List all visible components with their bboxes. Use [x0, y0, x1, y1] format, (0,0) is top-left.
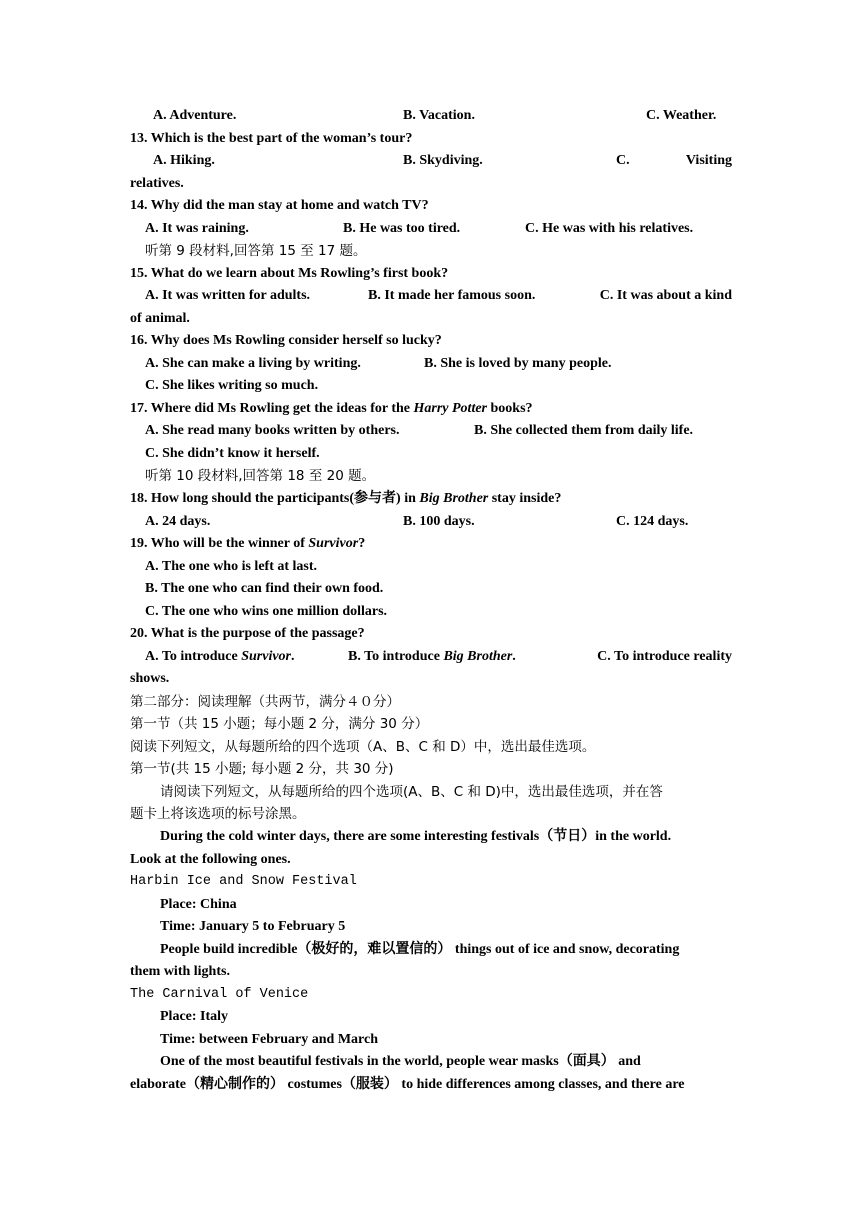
q17-question-post: books? — [487, 401, 533, 416]
q20-option-b — [348, 646, 516, 668]
q20-option-a-post: . — [291, 649, 295, 664]
part2-instructions-2: 请阅读下列短文，从每题所给的四个选项(A、B、C 和 D)中，选出最佳选项，并在答 — [160, 784, 663, 800]
q20-options — [130, 646, 732, 668]
section-10-instruction: 听第 10 段材料,回答第 18 至 20 题。 — [145, 468, 376, 484]
q20-option-c: C. To introduce reality — [597, 649, 732, 664]
q13-option-a: A. Hiking. — [153, 153, 215, 168]
q20-question: 20. What is the purpose of the passage? — [130, 626, 365, 641]
q16-options — [130, 353, 732, 375]
q19-option-a: A. The one who is left at last. — [145, 559, 318, 574]
q19-question — [130, 533, 732, 555]
q17-option-c: C. She didn’t know it herself. — [145, 446, 320, 461]
q15-option-a: A. It was written for adults. — [145, 288, 311, 303]
q13-option-b: B. Skydiving. — [403, 153, 483, 168]
q15-option-c-continued: of animal. — [130, 311, 190, 326]
q16-option-a: A. She can make a living by writing. — [145, 356, 361, 371]
festival-1-place: Place: China — [160, 897, 237, 912]
q19-question-title: Survivor — [308, 536, 359, 551]
festival-2-place: Place: Italy — [160, 1009, 229, 1024]
q14-question: 14. Why did the man stay at home and watch TV? — [130, 198, 429, 213]
passage-intro: During the cold winter days, there are some interesting festivals（节日）in the world. — [160, 829, 672, 844]
part2-instructions-2-cont: 题卡上将该选项的标号涂黑。 — [130, 806, 306, 822]
q14-option-c: C. He was with his relatives. — [525, 221, 694, 236]
festival-1-description: People build incredible（极好的，难以置信的） things out of ice and snow, decorating — [160, 942, 680, 957]
festival-1-time: Time: January 5 to February 5 — [160, 919, 346, 934]
q13-option-c-text: Visiting — [685, 153, 732, 168]
q12-option-a: A. Adventure. — [153, 108, 237, 123]
q20-option-a-title: Survivor — [241, 649, 292, 664]
part2-section1-repeat: 第一节(共 15 小题; 每小题 2 分，共 30 分) — [130, 761, 394, 777]
q17-option-b: B. She collected them from daily life. — [474, 423, 694, 438]
q15-options — [130, 285, 732, 307]
q19-question-pre: 19. Who will be the winner of — [130, 536, 309, 551]
part2-instructions: 阅读下列短文，从每题所给的四个选项（A、B、C 和 D）中，选出最佳选项。 — [130, 739, 596, 755]
q12-options — [130, 105, 732, 127]
q14-option-a: A. It was raining. — [145, 221, 249, 236]
q20-option-a-pre: A. To introduce — [145, 649, 242, 664]
festival-1-description-cont: them with lights. — [130, 964, 230, 979]
q20-option-c-continued: shows. — [130, 671, 170, 686]
part2-heading: 第二部分：阅读理解（共两节，满分４０分） — [130, 694, 400, 710]
q19-option-b: B. The one who can find their own food. — [145, 581, 384, 596]
festival-1-title: Harbin Ice and Snow Festival — [130, 874, 357, 889]
festival-2-title: The Carnival of Venice — [130, 987, 309, 1002]
q14-options — [130, 218, 732, 240]
q20-option-b-post: . — [512, 649, 516, 664]
q12-option-b: B. Vacation. — [403, 108, 475, 123]
festival-2-description-cont: elaborate（精心制作的） costumes（服装） to hide differences among classes, and there are — [130, 1077, 685, 1092]
q16-option-c: C. She likes writing so much. — [145, 378, 319, 393]
q17-options — [130, 420, 732, 442]
festival-2-time: Time: between February and March — [160, 1032, 379, 1047]
q14-option-b: B. He was too tired. — [343, 221, 461, 236]
q18-question — [130, 488, 732, 510]
festival-2-description: One of the most beautiful festivals in the world, people wear masks（面具） and — [160, 1054, 641, 1069]
q15-option-c: C. It was about a kind — [599, 288, 732, 303]
q17-question-title: Harry Potter — [413, 401, 487, 416]
q15-option-b: B. It made her famous soon. — [368, 288, 536, 303]
q16-option-b: B. She is loved by many people. — [424, 356, 612, 371]
q20-option-b-title: Big Brother — [443, 649, 513, 664]
q15-question: 15. What do we learn about Ms Rowling’s first book? — [130, 266, 449, 281]
passage-intro-cont: Look at the following ones. — [130, 852, 291, 867]
q16-question: 16. Why does Ms Rowling consider herself so lucky? — [130, 333, 442, 348]
part2-section1: 第一节（共 15 小题；每小题 2 分，满分 30 分） — [130, 716, 429, 732]
section-9-instruction: 听第 9 段材料,回答第 15 至 17 题。 — [145, 243, 367, 259]
q13-option-c-letter: C. — [616, 153, 630, 168]
q18-question-post: stay inside? — [488, 491, 562, 506]
q18-question-title: Big Brother — [419, 491, 489, 506]
q13-option-c-continued: relatives. — [130, 176, 184, 191]
q18-options — [130, 511, 732, 533]
q17-question-pre: 17. Where did Ms Rowling get the ideas for the — [130, 401, 414, 416]
q18-option-a: A. 24 days. — [145, 514, 211, 529]
q17-question — [130, 398, 732, 420]
q18-question-pre: 18. How long should the participants(参与者) in — [130, 491, 420, 506]
q19-option-c: C. The one who wins one million dollars. — [145, 604, 388, 619]
q18-option-b: B. 100 days. — [403, 514, 475, 529]
q19-question-post: ? — [358, 536, 366, 551]
q12-option-c: C. Weather. — [646, 108, 717, 123]
q13-options — [130, 150, 732, 172]
q18-option-c: C. 124 days. — [616, 514, 689, 529]
q13-question: 13. Which is the best part of the woman’s tour? — [130, 131, 413, 146]
q20-option-a — [145, 646, 295, 668]
q17-option-a: A. She read many books written by others. — [145, 423, 400, 438]
q20-option-b-pre: B. To introduce — [348, 649, 444, 664]
